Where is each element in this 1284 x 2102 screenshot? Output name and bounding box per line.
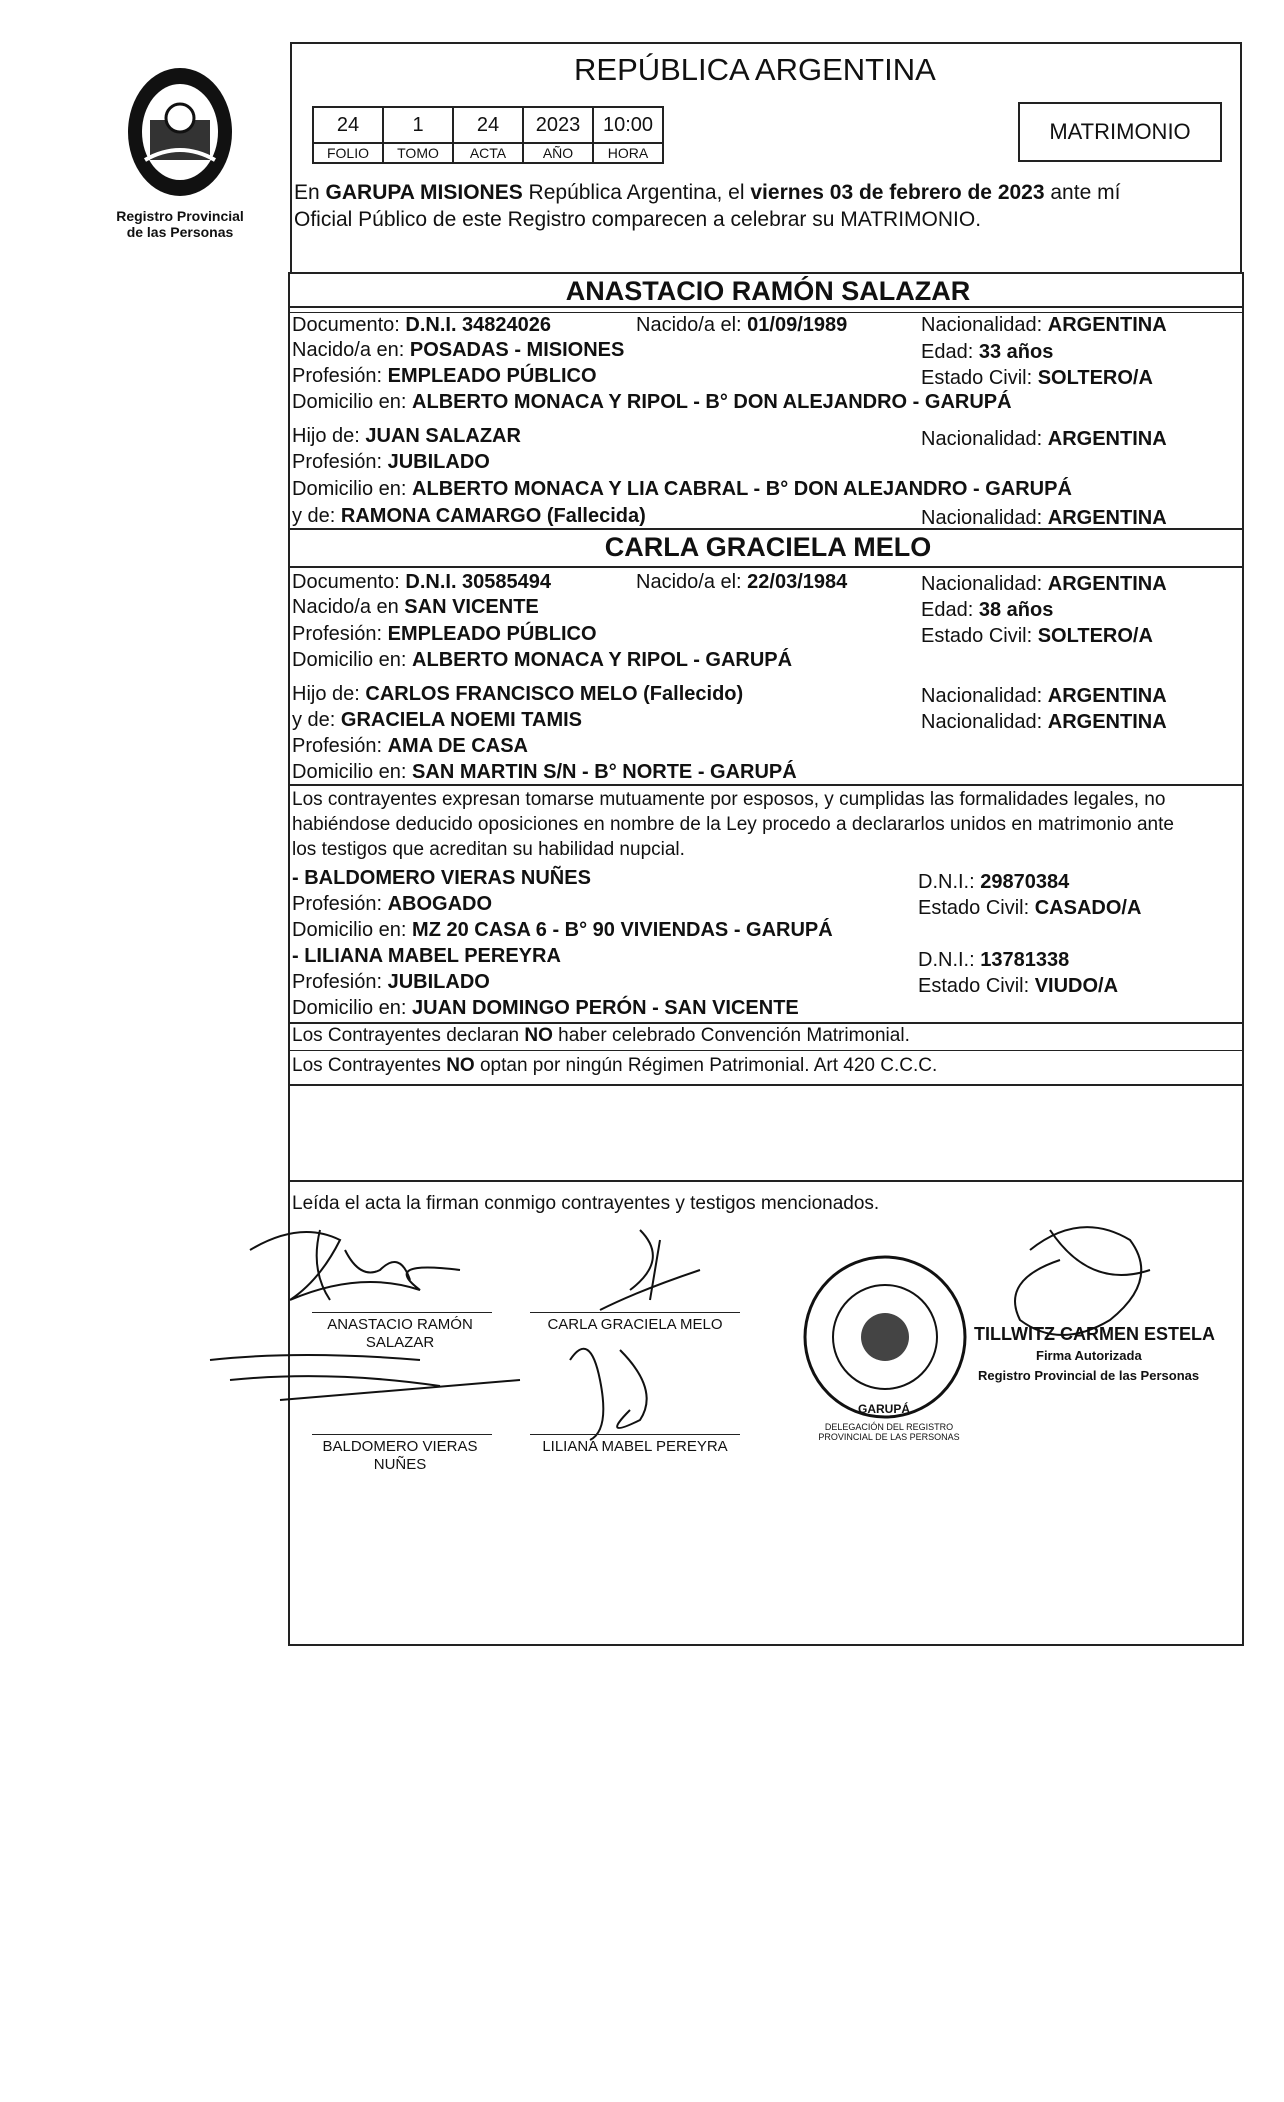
spouse2-nat: Nacionalidad: ARGENTINA xyxy=(921,573,1167,595)
closing-statement: Leída el acta la firman conmigo contrayentes y testigos mencionados. xyxy=(292,1193,880,1214)
spouse2-name: CARLA GRACIELA MELO xyxy=(604,532,932,562)
signature-caption-2: CARLA GRACIELA MELO xyxy=(547,1316,723,1333)
spouse1-father-addr: Domicilio en: ALBERTO MONACA Y LIA CABRAL - B° DON ALEJANDRO - GARUPÁ xyxy=(292,478,1072,500)
folio-label: FOLIO xyxy=(313,143,383,163)
witness1-name: - BALDOMERO VIERAS NUÑES xyxy=(292,867,591,889)
tomo-label: TOMO xyxy=(383,143,453,163)
acta-value: 24 xyxy=(453,107,523,143)
spouse2-mother-nat: Nacionalidad: ARGENTINA xyxy=(921,711,1167,733)
convention-line-1: Los Contrayentes declaran NO haber celebrado Convención Matrimonial. xyxy=(292,1025,910,1046)
signature-caption-4: LILIANA MABEL PEREYRA xyxy=(542,1438,728,1455)
signature-caption-1: ANASTACIO RAMÓN SALAZAR xyxy=(327,1316,473,1351)
convention-line-2: Los Contrayentes NO optan por ningún Régimen Patrimonial. Art 420 C.C.C. xyxy=(292,1055,938,1076)
act-type: MATRIMONIO xyxy=(1049,119,1191,144)
tomo-value: 1 xyxy=(383,107,453,143)
seal-ring-text: DELEGACIÓN DEL REGISTRO PROVINCIAL DE LAS PERSONAS xyxy=(818,1422,960,1442)
garupa-seal-icon xyxy=(800,1252,970,1422)
signature-caption-3: BALDOMERO VIERAS NUÑES xyxy=(322,1438,478,1473)
witness2-name: - LILIANA MABEL PEREYRA xyxy=(292,945,561,967)
spouse1-civil: Estado Civil: SOLTERO/A xyxy=(921,367,1153,389)
witness1-prof: Profesión: ABOGADO xyxy=(292,893,493,915)
spouse2-prof: Profesión: EMPLEADO PÚBLICO xyxy=(292,623,597,645)
spouse1-mother-nat: Nacionalidad: ARGENTINA xyxy=(921,507,1167,529)
intro-line-1: En GARUPA MISIONES República Argentina, el viernes 03 de febrero de 2023 ante mí xyxy=(294,181,1121,204)
witness2-addr: Domicilio en: JUAN DOMINGO PERÓN - SAN VICENTE xyxy=(292,997,799,1019)
spouse1-father: Hijo de: JUAN SALAZAR xyxy=(292,425,521,447)
year-value: 2023 xyxy=(523,107,593,143)
province-shield-icon xyxy=(110,60,250,200)
logo-caption-2: de las Personas xyxy=(126,224,234,240)
registry-logo xyxy=(110,60,250,250)
year-label: AÑO xyxy=(523,143,593,163)
spouse2-birthplace: Nacido/a en SAN VICENTE xyxy=(292,596,539,618)
witness1-dni: D.N.I.: 29870384 xyxy=(918,871,1070,893)
spouse1-addr: Domicilio en: ALBERTO MONACA Y RIPOL - B° DON ALEJANDRO - GARUPÁ xyxy=(292,391,1012,413)
official-role-1: Firma Autorizada xyxy=(1036,1348,1142,1363)
registry-table xyxy=(312,106,664,164)
witness2-prof: Profesión: JUBILADO xyxy=(292,971,490,993)
hour-label: HORA xyxy=(593,143,663,163)
spouse1-age: Edad: 33 años xyxy=(921,341,1054,363)
spouse2-father-nat: Nacionalidad: ARGENTINA xyxy=(921,685,1167,707)
spouse2-father: Hijo de: CARLOS FRANCISCO MELO (Fallecido) xyxy=(292,683,744,705)
spouse2-born: Nacido/a el: 22/03/1984 xyxy=(636,571,848,593)
logo-caption-1: Registro Provincial xyxy=(116,208,244,224)
spouse2-addr: Domicilio en: ALBERTO MONACA Y RIPOL - GARUPÁ xyxy=(292,649,793,671)
intro-line-2: Oficial Público de este Registro comparecen a celebrar su MATRIMONIO. xyxy=(294,208,982,231)
spouse1-father-prof: Profesión: JUBILADO xyxy=(292,451,490,473)
spouse2-mother-addr: Domicilio en: SAN MARTIN S/N - B° NORTE - GARUPÁ xyxy=(292,761,797,783)
spouse2-mother-prof: Profesión: AMA DE CASA xyxy=(292,735,528,757)
spouse1-father-nat: Nacionalidad: ARGENTINA xyxy=(921,428,1167,450)
spouse1-nat: Nacionalidad: ARGENTINA xyxy=(921,314,1167,336)
declaration-line-2: habiéndose deducido oposiciones en nombre de la Ley procedo a declararlos unidos en matrimonio ante xyxy=(292,814,1174,835)
hour-value: 10:00 xyxy=(593,107,663,143)
witness1-addr: Domicilio en: MZ 20 CASA 6 - B° 90 VIVIENDAS - GARUPÁ xyxy=(292,919,833,941)
acta-label: ACTA xyxy=(453,143,523,163)
witness2-civil: Estado Civil: VIUDO/A xyxy=(918,975,1119,997)
spouse1-name: ANASTACIO RAMÓN SALAZAR xyxy=(565,276,971,306)
folio-value: 24 xyxy=(313,107,383,143)
declaration-line-3: los testigos que acreditan su habilidad nupcial. xyxy=(292,839,685,860)
spouse1-mother: y de: RAMONA CAMARGO (Fallecida) xyxy=(292,505,646,527)
act-type-box xyxy=(1018,102,1222,162)
spouse2-civil: Estado Civil: SOLTERO/A xyxy=(921,625,1153,647)
page-title: REPÚBLICA ARGENTINA xyxy=(574,52,936,87)
declaration-line-1: Los contrayentes expresan tomarse mutuamente por esposos, y cumplidas las formalidades legales, no xyxy=(292,789,1166,810)
witness1-civil: Estado Civil: CASADO/A xyxy=(918,897,1142,919)
official-name: TILLWITZ CARMEN ESTELA xyxy=(974,1324,1215,1344)
signature-scribbles xyxy=(0,1210,1284,1590)
seal-city: GARUPÁ xyxy=(858,1402,911,1416)
witness2-dni: D.N.I.: 13781338 xyxy=(918,949,1070,971)
spouse1-doc: Documento: D.N.I. 34824026 xyxy=(292,314,552,336)
spouse1-birthplace: Nacido/a en: POSADAS - MISIONES xyxy=(292,339,625,361)
spouse2-age: Edad: 38 años xyxy=(921,599,1054,621)
spouse2-mother: y de: GRACIELA NOEMI TAMIS xyxy=(292,709,583,731)
spouse2-doc: Documento: D.N.I. 30585494 xyxy=(292,571,552,593)
spouse1-prof: Profesión: EMPLEADO PÚBLICO xyxy=(292,365,597,387)
spouse1-born: Nacido/a el: 01/09/1989 xyxy=(636,314,848,336)
official-role-2: Registro Provincial de las Personas xyxy=(978,1368,1200,1383)
